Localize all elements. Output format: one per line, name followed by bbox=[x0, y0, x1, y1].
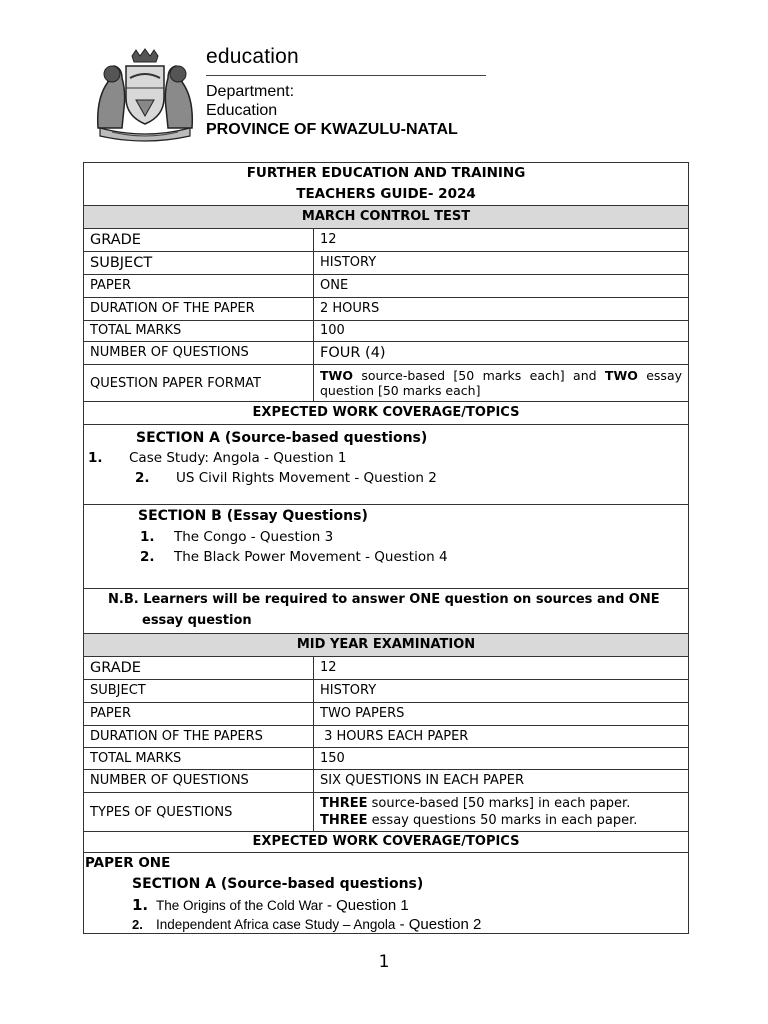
row-value: 2 HOURS bbox=[314, 298, 689, 321]
brand-department: Department: bbox=[206, 83, 295, 100]
item-text: Independent Africa case Study – Angola bbox=[156, 917, 396, 932]
brand-province: PROVINCE OF KWAZULU-NATAL bbox=[206, 121, 458, 138]
brand-divider bbox=[206, 75, 486, 76]
row-value: 3 HOURS EACH PAPER bbox=[314, 726, 689, 748]
table-row bbox=[84, 252, 689, 275]
title-line-1: FURTHER EDUCATION AND TRAINING bbox=[246, 165, 526, 181]
letterhead bbox=[92, 44, 492, 148]
nb-note bbox=[84, 589, 689, 634]
row-value: TWO PAPERS bbox=[314, 703, 689, 726]
table-row bbox=[84, 770, 689, 793]
row-label: TOTAL MARKS bbox=[84, 748, 314, 770]
department-brand bbox=[206, 44, 486, 140]
row-value: ONE bbox=[314, 275, 689, 298]
row-label: DURATION OF THE PAPER bbox=[84, 298, 314, 321]
nb-line-2: essay question bbox=[142, 613, 252, 628]
table-row bbox=[84, 703, 689, 726]
row-label: SUBJECT bbox=[84, 680, 314, 703]
title-line-2: TEACHERS GUIDE- 2024 bbox=[296, 186, 476, 202]
row-label: TYPES OF QUESTIONS bbox=[84, 793, 314, 832]
midyear-heading: MID YEAR EXAMINATION bbox=[84, 634, 689, 657]
row-label: SUBJECT bbox=[84, 252, 314, 275]
question-format-value bbox=[314, 365, 689, 402]
types-text-2: essay questions 50 marks in each paper. bbox=[367, 813, 638, 828]
row-value: 12 bbox=[314, 657, 689, 680]
kzn-coat-of-arms-icon bbox=[92, 48, 198, 144]
list-number: 2. bbox=[135, 470, 150, 486]
row-value: 100 bbox=[314, 321, 689, 342]
table-row bbox=[84, 365, 689, 402]
row-value: HISTORY bbox=[314, 680, 689, 703]
section-b-title: SECTION B (Essay Questions) bbox=[138, 508, 368, 524]
row-value: SIX QUESTIONS IN EACH PAPER bbox=[314, 770, 689, 793]
row-label: TOTAL MARKS bbox=[84, 321, 314, 342]
row-label: NUMBER OF QUESTIONS bbox=[84, 342, 314, 365]
row-label: NUMBER OF QUESTIONS bbox=[84, 770, 314, 793]
table-row bbox=[84, 748, 689, 770]
table-row bbox=[84, 680, 689, 703]
row-value: HISTORY bbox=[314, 252, 689, 275]
format-text-1: source-based [50 marks each] and bbox=[352, 368, 605, 383]
page-number: 1 bbox=[378, 952, 390, 972]
types-word-2: THREE bbox=[320, 813, 368, 828]
brand-education-line: Education bbox=[206, 102, 278, 119]
item-question: - Question 1 bbox=[322, 897, 409, 914]
list-item: Case Study: Angola - Question 1 bbox=[129, 450, 347, 466]
row-label: PAPER bbox=[84, 703, 314, 726]
list-number: 2. bbox=[132, 917, 143, 932]
midyear-coverage-heading: EXPECTED WORK COVERAGE/TOPICS bbox=[84, 832, 689, 853]
row-label: GRADE bbox=[84, 657, 314, 680]
table-row bbox=[84, 726, 689, 748]
march-heading: MARCH CONTROL TEST bbox=[84, 206, 689, 229]
list-item: The Congo - Question 3 bbox=[174, 529, 334, 545]
types-text-1: source-based [50 marks] in each paper. bbox=[367, 796, 631, 811]
table-row bbox=[84, 321, 689, 342]
table-row bbox=[84, 229, 689, 252]
table-row bbox=[84, 793, 689, 832]
list-item: The Black Power Movement - Question 4 bbox=[174, 549, 448, 565]
row-label: GRADE bbox=[84, 229, 314, 252]
list-item bbox=[156, 916, 481, 933]
midyear-section-a-title: SECTION A (Source-based questions) bbox=[132, 876, 424, 892]
list-item: US Civil Rights Movement - Question 2 bbox=[176, 470, 437, 486]
table-row bbox=[84, 342, 689, 365]
paper-one-section bbox=[84, 853, 689, 934]
list-number: 2. bbox=[140, 549, 155, 565]
teachers-guide-table bbox=[83, 162, 689, 934]
nb-line-1: N.B. Learners will be required to answer ONE question on sources and ONE bbox=[108, 592, 660, 607]
list-item bbox=[156, 897, 409, 914]
brand-education: education bbox=[206, 45, 299, 68]
row-value: 150 bbox=[314, 748, 689, 770]
format-word-1: TWO bbox=[320, 368, 353, 383]
item-question: - Question 2 bbox=[395, 916, 482, 933]
table-row bbox=[84, 298, 689, 321]
list-number: 1. bbox=[88, 450, 103, 466]
types-word-1: THREE bbox=[320, 796, 368, 811]
table-row bbox=[84, 275, 689, 298]
format-word-2: TWO bbox=[604, 368, 638, 383]
row-label: PAPER bbox=[84, 275, 314, 298]
row-label: QUESTION PAPER FORMAT bbox=[84, 365, 314, 402]
paper-one-title: PAPER ONE bbox=[85, 855, 171, 871]
question-types-value bbox=[314, 793, 689, 832]
row-label: DURATION OF THE PAPERS bbox=[84, 726, 314, 748]
march-section-b bbox=[84, 505, 689, 589]
item-text: The Origins of the Cold War bbox=[156, 898, 323, 913]
list-number: 1. bbox=[132, 896, 149, 914]
march-section-a bbox=[84, 425, 689, 505]
section-a-title: SECTION A (Source-based questions) bbox=[136, 430, 428, 446]
row-value: 12 bbox=[314, 229, 689, 252]
table-row bbox=[84, 657, 689, 680]
format-text-2: essay question [50 marks each] bbox=[320, 368, 683, 398]
row-value: FOUR (4) bbox=[314, 342, 689, 365]
march-coverage-heading: EXPECTED WORK COVERAGE/TOPICS bbox=[84, 402, 689, 425]
document-title bbox=[84, 163, 689, 206]
list-number: 1. bbox=[140, 529, 155, 545]
